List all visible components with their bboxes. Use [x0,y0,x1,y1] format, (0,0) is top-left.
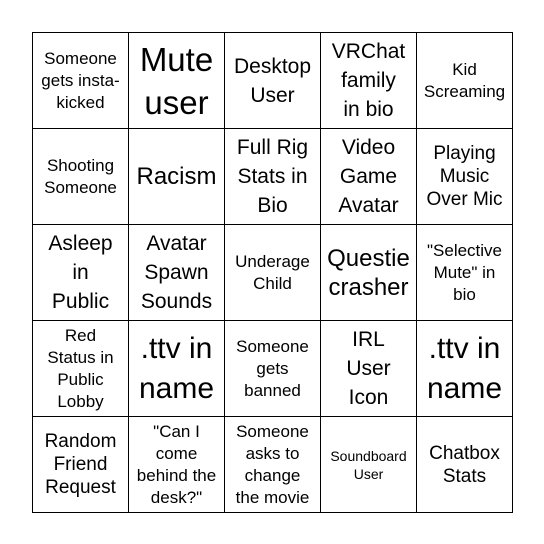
bingo-cell-label: Playing Music Over Mic [426,143,503,210]
bingo-cell-label: "Selective Mute" in bio [426,240,502,304]
bingo-cell-label: Soundboard User [330,447,407,482]
bingo-cell[interactable] [225,225,321,321]
bingo-cell-label: Racism [136,163,217,190]
bingo-cell-label: Red Status in Public Lobby [47,325,114,411]
bingo-cell[interactable] [417,321,513,417]
bingo-cell[interactable] [129,129,225,225]
bingo-cell-label: Underage Child [235,251,310,293]
bingo-board [32,32,513,513]
bingo-cell-label: Someone gets insta- kicked [41,48,120,112]
bingo-cell-label: Video Game Avatar [338,136,399,217]
bingo-cell[interactable] [129,225,225,321]
bingo-cell[interactable] [33,417,129,513]
bingo-cell-label: Questie crasher [327,244,410,301]
bingo-cell-label: Asleep in Public [48,232,113,313]
bingo-cell-label: VRChat family in bio [331,40,406,121]
bingo-cell-label: Random Friend Request [44,431,117,498]
bingo-cell-label: IRL User Icon [346,328,391,409]
bingo-cell[interactable] [33,33,129,129]
bingo-cell[interactable] [225,129,321,225]
bingo-cell-label: Desktop User [233,54,312,107]
bingo-cell[interactable] [225,417,321,513]
bingo-cell-label: Shooting Someone [44,155,117,197]
bingo-cell-label: Someone asks to change the movie [235,421,310,507]
bingo-cell[interactable] [321,321,417,417]
bingo-cell[interactable] [321,417,417,513]
bingo-cell[interactable] [129,33,225,129]
bingo-cell[interactable] [417,417,513,513]
bingo-cell[interactable] [225,321,321,417]
bingo-cell-label: .ttv in name [426,331,503,405]
bingo-cell-label: .ttv in name [138,331,215,405]
bingo-cell-label: Avatar Spawn Sounds [140,232,213,313]
bingo-cell[interactable] [417,33,513,129]
bingo-cell-label: Kid Screaming [423,59,506,101]
bingo-cell-label: "Can I come behind the desk?" [136,421,217,507]
bingo-cell-label: Full Rig Stats in Bio [236,136,309,217]
bingo-cell-label: Chatbox Stats [429,442,500,487]
bingo-cell[interactable] [225,33,321,129]
bingo-cell[interactable] [321,33,417,129]
bingo-cell[interactable] [129,417,225,513]
bingo-cell[interactable] [417,225,513,321]
bingo-cell[interactable] [129,321,225,417]
bingo-cell[interactable] [33,321,129,417]
bingo-cell-label: Mute user [139,40,214,121]
bingo-cell[interactable] [33,225,129,321]
bingo-cell[interactable] [417,129,513,225]
bingo-cell-label: Someone gets banned [236,336,309,400]
bingo-cell[interactable] [321,129,417,225]
bingo-cell[interactable] [33,129,129,225]
bingo-cell[interactable] [321,225,417,321]
